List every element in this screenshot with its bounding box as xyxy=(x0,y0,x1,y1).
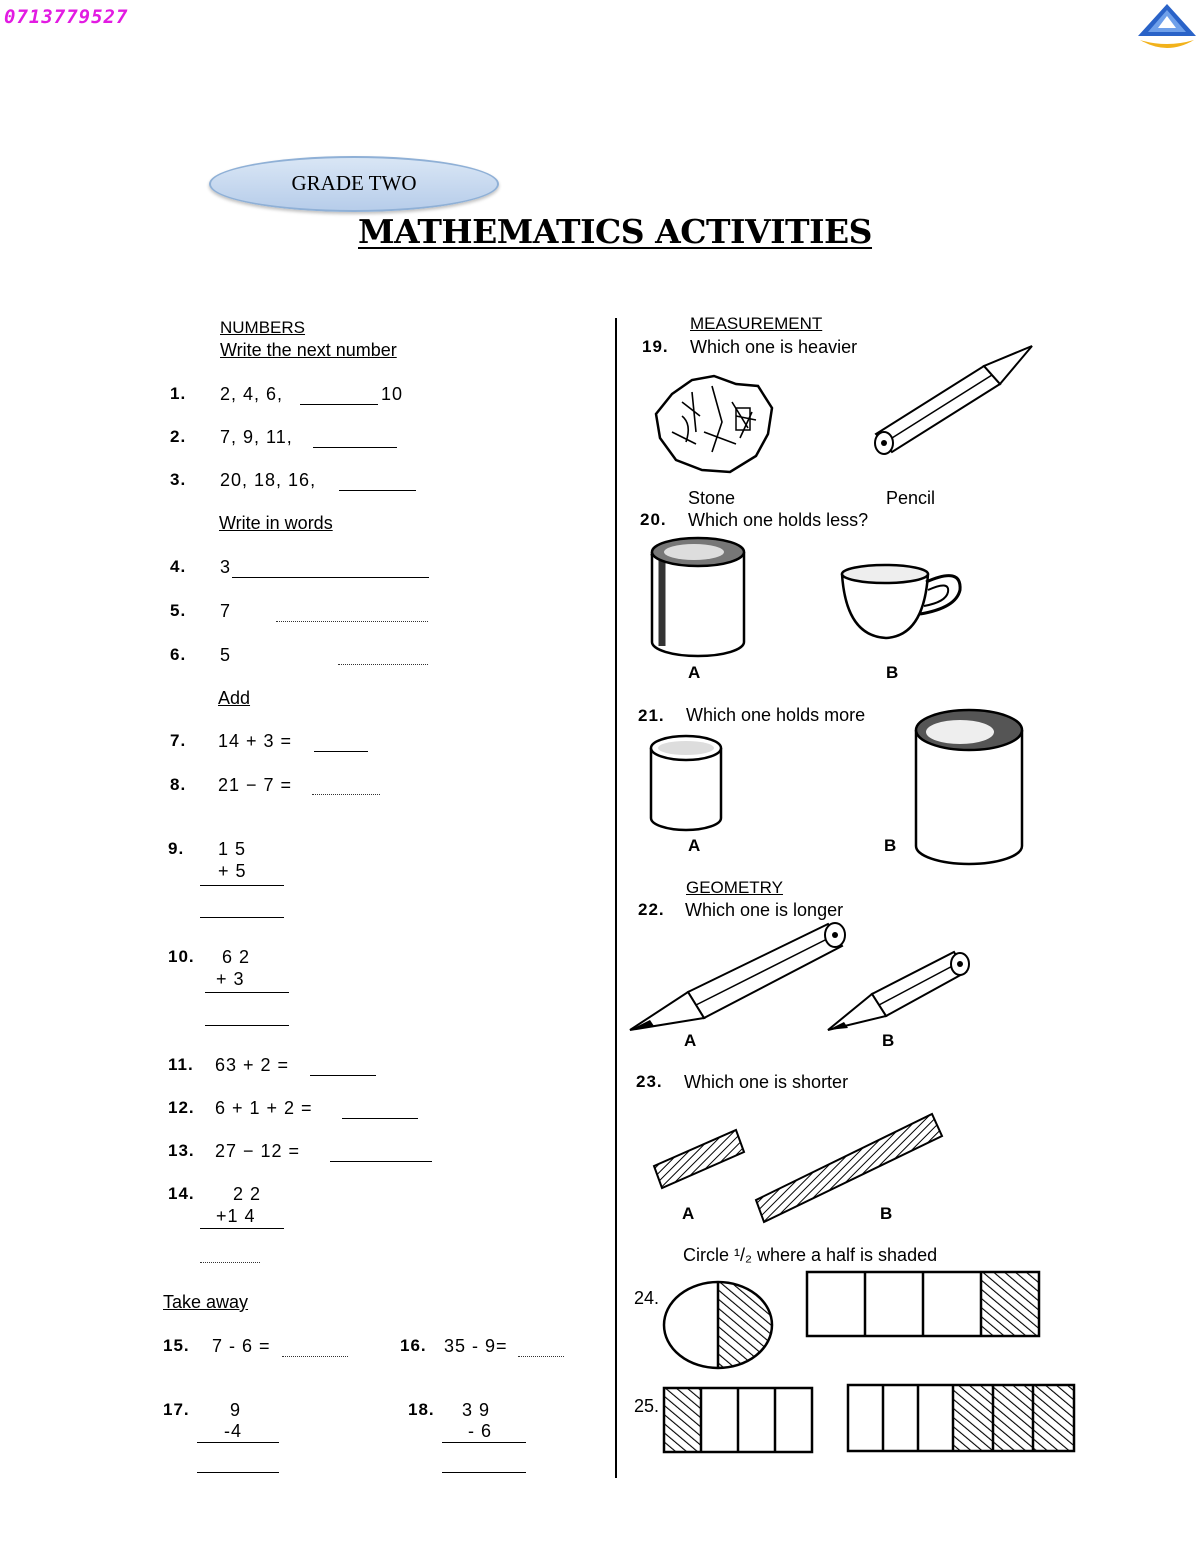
question-text: 21 − 7 = xyxy=(218,775,293,795)
words-instruction: Write in words xyxy=(219,513,333,533)
answer-line[interactable] xyxy=(342,1118,418,1119)
geometry-heading: GEOMETRY xyxy=(686,878,783,897)
sum-top: 9 xyxy=(230,1400,242,1420)
quarter-shaded-bar-small[interactable] xyxy=(662,1386,814,1454)
question-number: 21. xyxy=(638,706,665,725)
circle-instruction: Circle ¹/₂ where a half is shaded xyxy=(683,1245,938,1265)
answer-line[interactable] xyxy=(338,664,428,665)
question-text: Which one holds less? xyxy=(688,510,869,530)
next-number-instruction: Write the next number xyxy=(220,340,397,360)
answer-line[interactable] xyxy=(232,577,429,578)
add-heading: Add xyxy=(218,688,251,708)
question-number: 9. xyxy=(168,839,185,858)
answer-line[interactable] xyxy=(330,1161,432,1162)
answer-line[interactable] xyxy=(518,1356,564,1357)
question-number: 2. xyxy=(170,427,187,446)
answer-line[interactable] xyxy=(313,447,397,448)
answer-line[interactable] xyxy=(205,1025,289,1026)
sum-top: 2 2 xyxy=(233,1184,262,1204)
option-label: Stone xyxy=(688,488,736,508)
option-label: B xyxy=(880,1204,893,1223)
question-text: 35 - 9= xyxy=(444,1336,508,1356)
option-label: B xyxy=(886,663,899,682)
quarter-shaded-bar[interactable] xyxy=(805,1270,1041,1338)
answer-line[interactable] xyxy=(314,751,368,752)
sum-bottom: -4 xyxy=(224,1421,243,1441)
question-number: 7. xyxy=(170,731,187,750)
option-label: A xyxy=(688,663,701,682)
sum-line xyxy=(197,1442,279,1443)
short-stick-icon[interactable] xyxy=(652,1128,746,1192)
answer-line[interactable] xyxy=(197,1472,279,1473)
sum-line xyxy=(442,1442,526,1443)
column-divider xyxy=(615,318,617,1478)
numbers-heading: NUMBERS xyxy=(220,318,306,337)
question-number: 24. xyxy=(634,1288,660,1308)
long-pencil-icon[interactable] xyxy=(628,922,848,1034)
question-text: 7 xyxy=(220,601,232,621)
question-text: Which one is heavier xyxy=(690,337,858,357)
answer-line[interactable] xyxy=(339,490,416,491)
sum-line xyxy=(200,1228,284,1229)
question-text: Which one is longer xyxy=(685,900,844,920)
question-number: 5. xyxy=(170,601,187,620)
question-text: 63 + 2 = xyxy=(215,1055,290,1075)
question-text: Which one holds more xyxy=(686,705,866,725)
large-cylinder-icon[interactable] xyxy=(912,704,1026,868)
option-label: A xyxy=(688,836,701,855)
cylinder-icon[interactable] xyxy=(648,536,748,660)
pencil-icon[interactable] xyxy=(870,344,1036,454)
question-text: 20, 18, 16, xyxy=(220,470,317,490)
question-number: 11. xyxy=(168,1055,194,1074)
short-pencil-icon[interactable] xyxy=(826,950,972,1032)
logo-icon xyxy=(1134,0,1200,58)
small-cylinder-icon[interactable] xyxy=(648,734,724,834)
answer-line[interactable] xyxy=(312,794,380,795)
sum-top: 3 9 xyxy=(462,1400,491,1420)
half-shaded-bar[interactable] xyxy=(846,1383,1076,1453)
takeaway-heading: Take away xyxy=(163,1292,249,1312)
question-text: Which one is shorter xyxy=(684,1072,849,1092)
question-number: 1. xyxy=(170,384,187,403)
sum-bottom: +1 4 xyxy=(216,1206,256,1226)
sum-line xyxy=(200,885,284,886)
grade-label: GRADE TWO xyxy=(291,171,417,195)
option-label: B xyxy=(884,836,897,855)
option-label: A xyxy=(684,1031,697,1050)
question-number: 17. xyxy=(163,1400,190,1419)
sum-bottom: + 5 xyxy=(218,861,247,881)
question-text: 6 + 1 + 2 = xyxy=(215,1098,313,1118)
grade-badge xyxy=(209,156,499,212)
answer-line[interactable] xyxy=(200,917,284,918)
page-title: MATHEMATICS ACTIVITIES xyxy=(358,212,873,251)
sum-line xyxy=(205,992,289,993)
half-shaded-circle[interactable] xyxy=(662,1280,776,1368)
sum-top: 6 2 xyxy=(222,947,251,967)
question-number: 10. xyxy=(168,947,195,966)
sum-top: 1 5 xyxy=(218,839,247,859)
question-number: 22. xyxy=(638,900,665,919)
question-number: 3. xyxy=(170,470,187,489)
phone-number: 0713779527 xyxy=(4,6,129,28)
question-text: 3 xyxy=(220,557,232,577)
question-text: 2, 4, 6, xyxy=(220,384,284,404)
question-number: 18. xyxy=(408,1400,435,1419)
question-text: 14 + 3 = xyxy=(218,731,293,751)
answer-line[interactable] xyxy=(310,1075,376,1076)
question-number: 12. xyxy=(168,1098,195,1117)
question-number: 6. xyxy=(170,645,187,664)
long-stick-icon[interactable] xyxy=(754,1112,944,1224)
question-number: 15. xyxy=(163,1336,190,1355)
question-number: 4. xyxy=(170,557,187,576)
question-number: 16. xyxy=(400,1336,427,1355)
answer-line[interactable] xyxy=(282,1356,348,1357)
option-label: A xyxy=(682,1204,695,1223)
answer-line[interactable] xyxy=(300,404,378,405)
cup-icon[interactable] xyxy=(838,562,966,644)
question-number: 19. xyxy=(642,337,669,356)
question-number: 8. xyxy=(170,775,187,794)
question-number: 14. xyxy=(168,1184,195,1203)
question-number: 25. xyxy=(634,1396,660,1416)
question-text: 10 xyxy=(381,384,404,404)
measurement-heading: MEASUREMENT xyxy=(690,314,823,333)
answer-line[interactable] xyxy=(276,621,428,622)
stone-icon[interactable] xyxy=(652,372,780,477)
option-label: B xyxy=(882,1031,895,1050)
option-label: Pencil xyxy=(886,488,936,508)
question-text: 7 - 6 = xyxy=(212,1336,271,1356)
answer-line[interactable] xyxy=(442,1472,526,1473)
question-number: 13. xyxy=(168,1141,195,1160)
sum-bottom: + 3 xyxy=(216,969,245,989)
question-text: 5 xyxy=(220,645,232,665)
question-number: 20. xyxy=(640,510,667,529)
question-text: 27 − 12 = xyxy=(215,1141,301,1161)
question-number: 23. xyxy=(636,1072,663,1091)
question-text: 7, 9, 11, xyxy=(220,427,293,447)
sum-bottom: - 6 xyxy=(468,1421,493,1441)
answer-line[interactable] xyxy=(200,1262,260,1263)
